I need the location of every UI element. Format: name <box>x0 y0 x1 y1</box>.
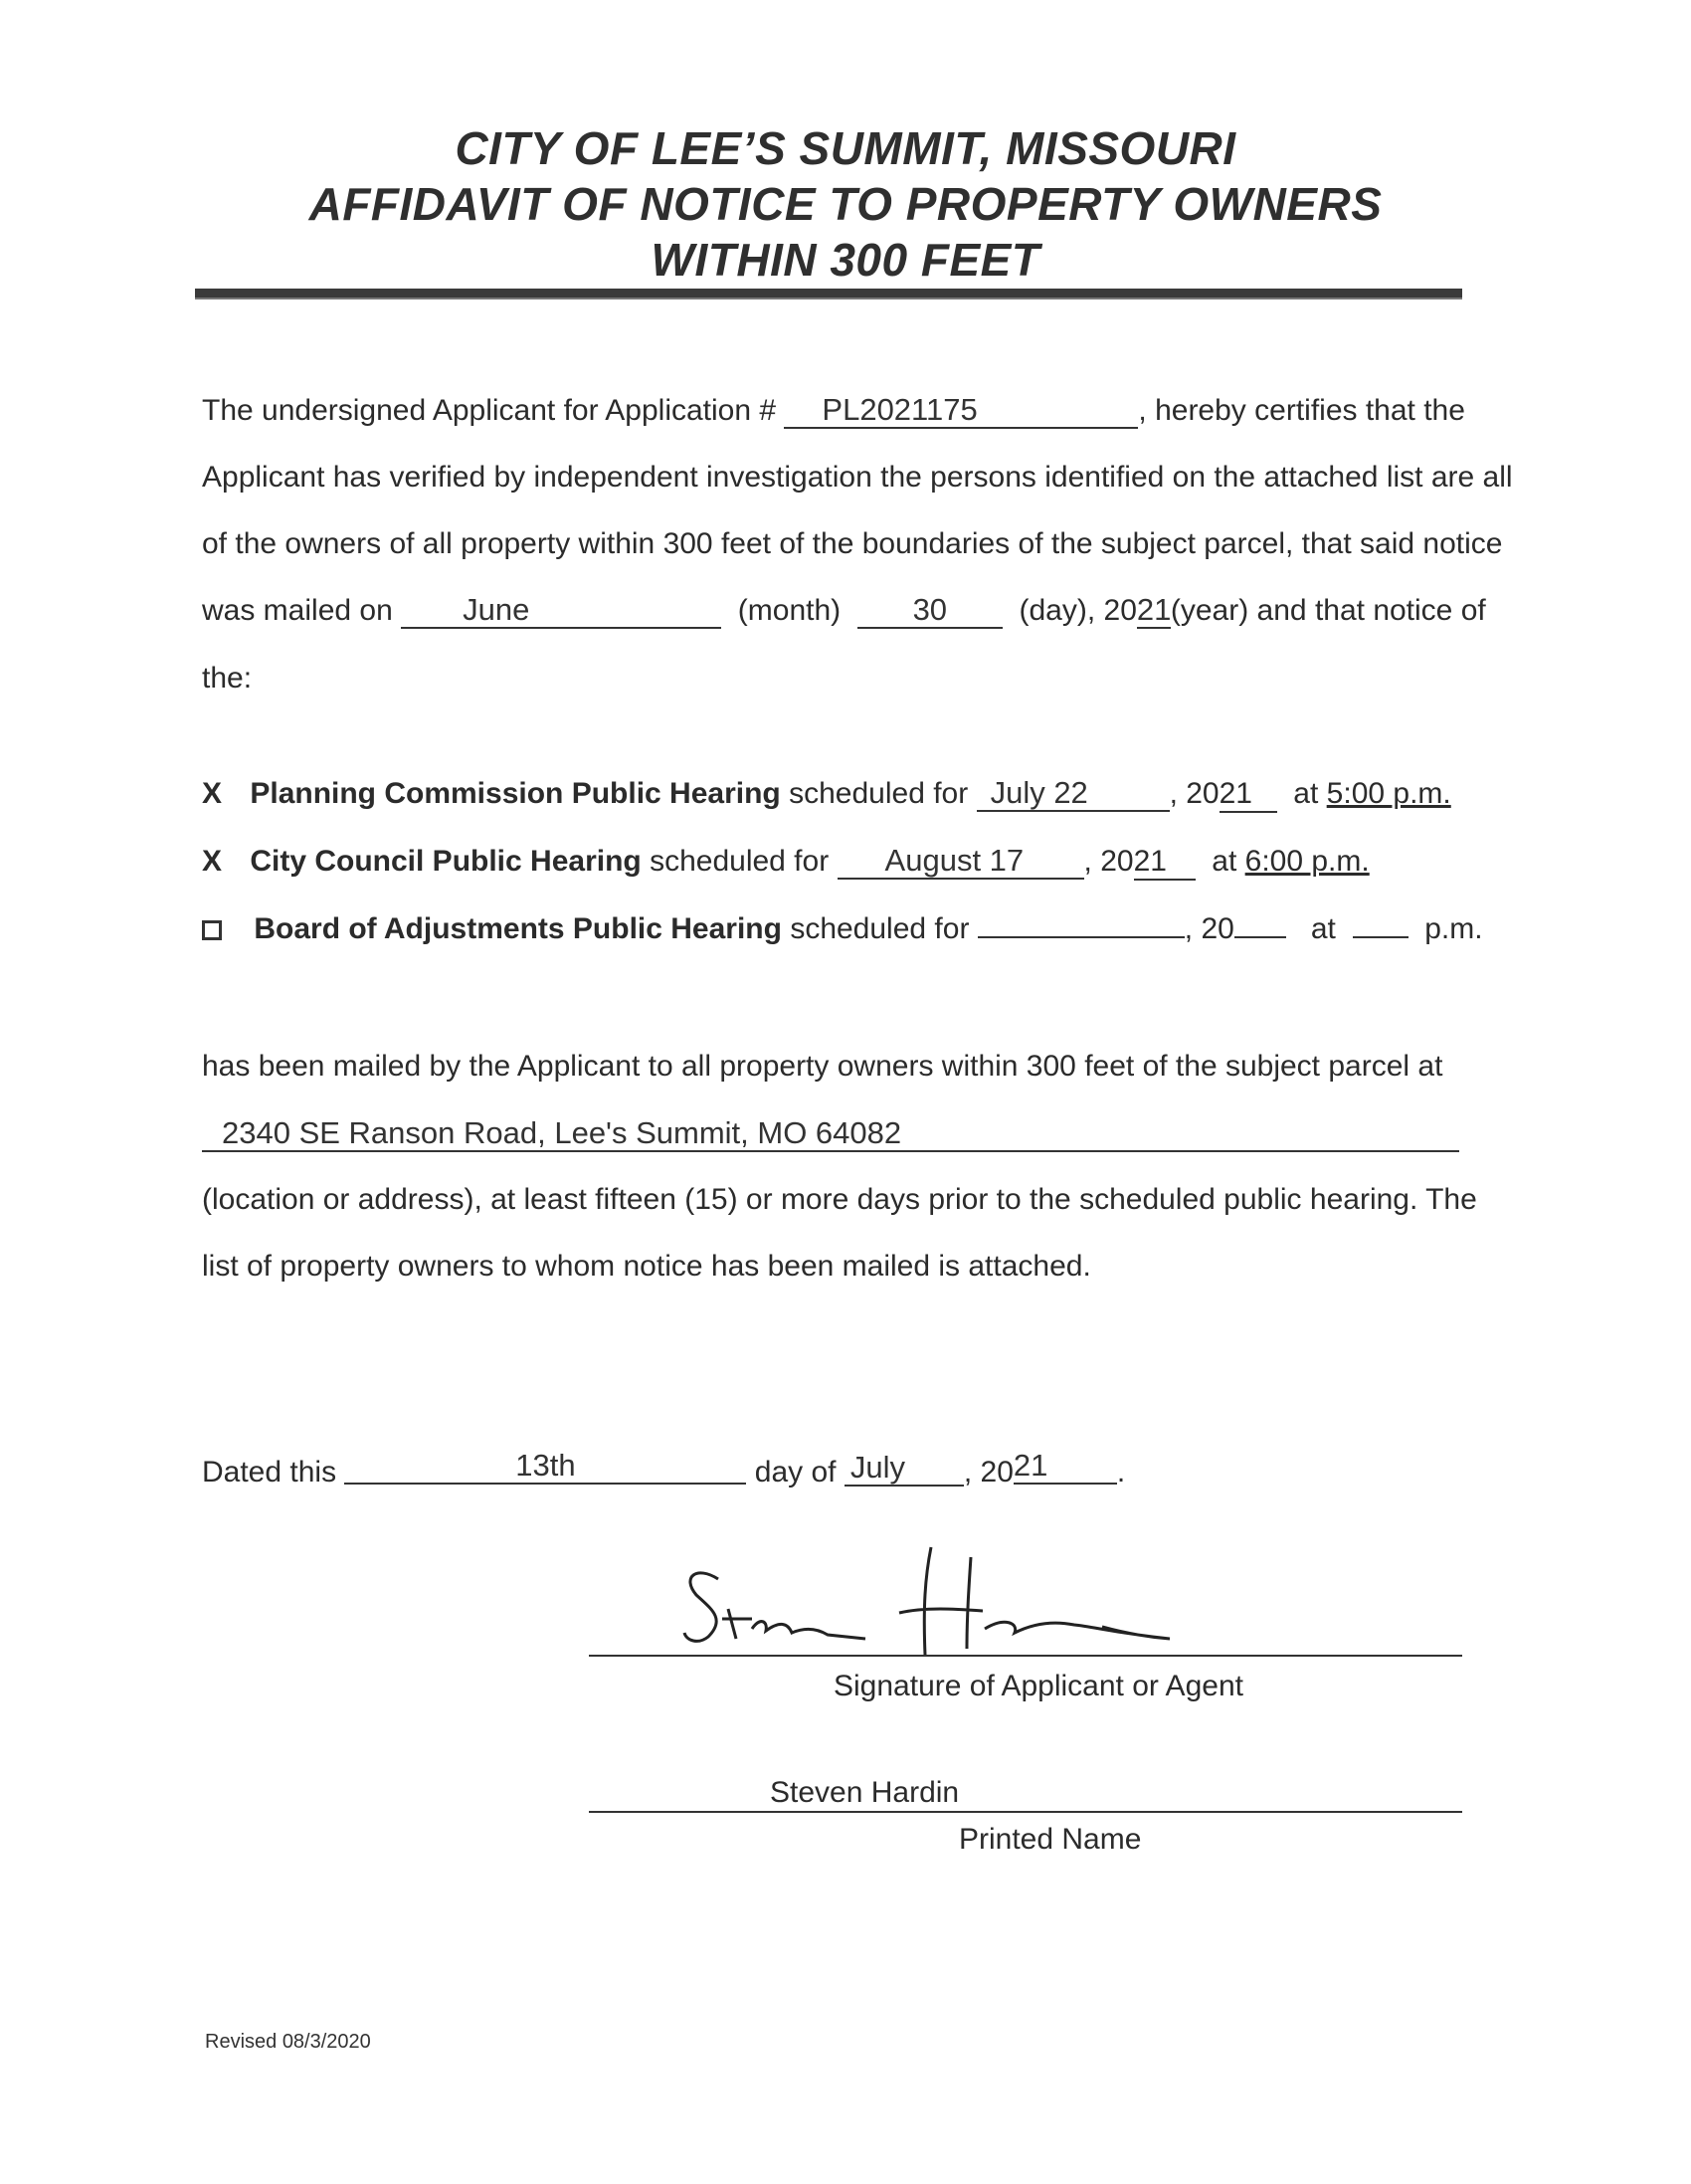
mailed-year-field[interactable]: 21 <box>1136 592 1172 627</box>
printed-name-value[interactable]: Steven Hardin <box>770 1776 960 1809</box>
para1-line4 <box>202 591 1486 631</box>
month-label: (month) <box>737 594 842 627</box>
board-pm: p.m. <box>1424 912 1483 945</box>
header-affidavit: AFFIDAVIT OF NOTICE TO PROPERTY OWNERS <box>308 178 1383 230</box>
printed-name-line <box>589 1811 1462 1813</box>
board-checkbox[interactable] <box>202 920 222 940</box>
council-check-mark[interactable]: X <box>202 845 223 878</box>
dated-month-field[interactable]: July <box>845 1451 964 1487</box>
application-number-field[interactable]: PL2021175 <box>784 393 1138 429</box>
council-sched: scheduled for <box>650 845 830 878</box>
dated-day-field[interactable]: 13th <box>344 1449 746 1485</box>
dated-year-prefix: , 20 <box>963 1456 1014 1489</box>
para2-line3: (location or address), at least fifteen (15) or more days prior to the scheduled public hearing. The <box>202 1183 1477 1216</box>
para1-line1 <box>202 391 1465 431</box>
planning-sched: scheduled for <box>789 777 969 810</box>
dated-line <box>202 1448 1126 1492</box>
revised-note: Revised 08/3/2020 <box>205 2031 371 2053</box>
day-label: (day), 20 <box>1019 594 1137 627</box>
signature-line[interactable] <box>589 1655 1462 1657</box>
board-year-field[interactable] <box>1234 936 1286 938</box>
board-date-field[interactable] <box>978 936 1185 938</box>
council-date-field[interactable]: August 17 <box>838 844 1084 880</box>
board-at: at <box>1310 912 1336 945</box>
planning-check-mark[interactable]: X <box>202 777 223 810</box>
para1-line2: Applicant has verified by independent investigation the persons identified on the attached list are all <box>202 461 1513 494</box>
planning-year-prefix: , 20 <box>1169 777 1220 810</box>
dated-day-of: day of <box>754 1456 837 1489</box>
hearing-board <box>202 909 1483 949</box>
applicant-signature-image <box>657 1537 1214 1667</box>
planning-year-field[interactable]: 21 <box>1220 777 1277 813</box>
planning-time[interactable]: 5:00 p.m. <box>1326 777 1451 810</box>
header-city: CITY OF LEE’S SUMMIT, MISSOURI <box>455 122 1236 174</box>
signature-label: Signature of Applicant or Agent <box>834 1670 1243 1702</box>
council-at: at <box>1212 845 1237 878</box>
board-year-prefix: , 20 <box>1184 912 1234 945</box>
board-hearing-name: Board of Adjustments Public Hearing <box>254 912 782 945</box>
mailed-month-field[interactable]: June <box>401 593 721 629</box>
hearing-planning <box>202 774 1451 814</box>
year-label: (year) and that notice of <box>1170 594 1486 627</box>
board-sched: scheduled for <box>790 912 970 945</box>
council-hearing-name: City Council Public Hearing <box>250 845 642 878</box>
para2-line1: has been mailed by the Applicant to all property owners within 300 feet of the subject parcel at <box>202 1050 1443 1083</box>
planning-hearing-name: Planning Commission Public Hearing <box>250 777 781 810</box>
printed-name-label: Printed Name <box>959 1823 1142 1856</box>
planning-at: at <box>1293 777 1319 810</box>
council-time[interactable]: 6:00 p.m. <box>1244 845 1370 878</box>
council-year-field[interactable]: 21 <box>1134 845 1196 881</box>
dated-pre: Dated this <box>202 1456 337 1489</box>
para1-line5: the: <box>202 662 253 695</box>
council-year-prefix: , 20 <box>1083 845 1134 878</box>
header-rule <box>195 289 1462 299</box>
header-within: WITHIN 300 FEET <box>651 234 1040 286</box>
mailed-day-field[interactable]: 30 <box>857 593 1003 629</box>
dated-end: . <box>1116 1456 1126 1489</box>
para2-address-line <box>202 1114 1459 1154</box>
board-time-field[interactable] <box>1353 936 1409 938</box>
para1-line3: of the owners of all property within 300 feet of the boundaries of the subject parcel, that said notice <box>202 527 1503 560</box>
dated-year-field[interactable]: 21 <box>1014 1449 1117 1485</box>
para1-l1-post: , hereby certifies that the <box>1138 394 1465 427</box>
address-field[interactable]: 2340 SE Ranson Road, Lee's Summit, MO 64082 <box>202 1116 1459 1152</box>
hearing-council <box>202 842 1370 882</box>
para1-l4-pre: was mailed on <box>202 594 393 627</box>
para2-line4: list of property owners to whom notice has been mailed is attached. <box>202 1250 1091 1283</box>
para1-l1-pre: The undersigned Applicant for Application # <box>202 394 777 427</box>
planning-date-field[interactable]: July 22 <box>977 776 1170 812</box>
